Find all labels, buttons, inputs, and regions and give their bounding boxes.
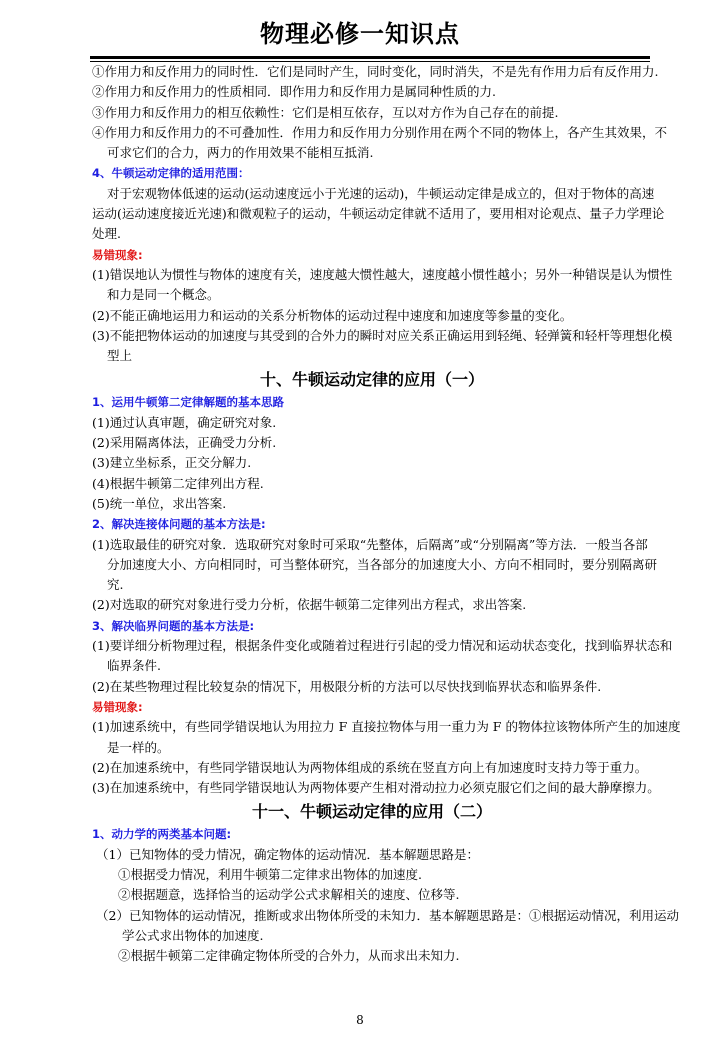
section-10-title: 十、牛顿运动定律的应用（一） <box>259 370 484 390</box>
method-line: (2)对选取的研究对象进行受力分析，依据牛顿第二定律列出方程式，求出答案. <box>92 597 527 613</box>
intro-line: ④作用力和反作用力的不可叠加性．作用力和反作用力分别作用在两个不同的物体上，各产生其效果，不 <box>92 124 668 140</box>
page-title: 物理必修一知识点 <box>260 20 460 48</box>
scope-line: 运动(运动速度接近光速)和微观粒子的运动，牛顿运动定律就不适用了，要用相对论观点、量子力学理论 <box>92 206 665 222</box>
pitfalls-heading: 易错现象: <box>92 699 143 714</box>
problem-line: （2）已知物体的运动情况，推断或求出物体所受的未知力．基本解题思路是：①根据运动情况，利用运动 <box>96 907 679 923</box>
method-line: (2)在某些物理过程比较复杂的情况下，用极限分析的方法可以尽快找到临界状态和临界条件. <box>92 678 602 694</box>
intro-line: ①作用力和反作用力的同时性．它们是同时产生，同时变化，同时消失，不是先有作用力后有反作用力. <box>92 64 659 79</box>
step-line: (5)统一单位，求出答案. <box>92 495 227 511</box>
pitfall-line: (3)不能把物体运动的加速度与其受到的合外力的瞬时对应关系正确运用到轻绳、轻弹簧和轻杆等理想化模 <box>92 327 673 343</box>
dynamics-problems-heading: 1、动力学的两类基本问题: <box>92 827 232 842</box>
pitfall-line: (2)不能正确地运用力和运动的关系分析物体的运动过程中速度和加速度等参量的变化。 <box>92 307 573 323</box>
intro-line: ③作用力和反作用力的相互依赖性：它们是相互依存，互以对方作为自己存在的前提. <box>92 104 559 120</box>
pitfall-line: (3)在加速系统中，有些同学错误地认为两物体要产生相对滑动拉力必须克服它们之间的最大静摩擦力。 <box>92 780 660 796</box>
problem-line: （1）已知物体的受力情况，确定物体的运动情况．基本解题思路是： <box>96 846 479 862</box>
step-line: (4)根据牛顿第二定律列出方程. <box>92 475 264 491</box>
pitfall-line: (2)在加速系统中，有些同学错误地认为两物体组成的系统在竖直方向上有加速度时支持力等于重力。 <box>92 759 648 775</box>
pitfall-line: 型上 <box>107 348 133 364</box>
method-line: 究. <box>107 577 124 593</box>
scope-heading: 4、牛顿运动定律的适用范围： <box>92 166 250 181</box>
problem-line: ②根据牛顿第二定律确定物体所受的合外力，从而求出未知力. <box>118 948 460 964</box>
connected-bodies-heading: 2、解决连接体问题的基本方法是: <box>92 517 266 532</box>
step-line: (3)建立坐标系，正交分解力. <box>92 455 252 471</box>
problem-line: ①根据受力情况，利用牛顿第二定律求出物体的加速度. <box>118 866 422 882</box>
pitfall-line: 和力是同一个概念。 <box>107 287 220 303</box>
basic-approach-heading: 1、运用牛顿第二定律解题的基本思路 <box>92 395 284 410</box>
step-line: (1)通过认真审题，确定研究对象. <box>92 414 277 430</box>
critical-problem-heading: 3、解决临界问题的基本方法是: <box>92 618 255 633</box>
pitfall-line: (1)错误地认为惯性与物体的速度有关，速度越大惯性越大，速度越小惯性越小；另外一种错误是认为惯性 <box>92 266 673 282</box>
problem-line: ②根据题意，选择恰当的运动学公式求解相关的速度、位移等. <box>118 887 460 903</box>
method-line: 分加速度大小、方向相同时，可当整体研究，当各部分的加速度大小、方向不相同时，要分别隔离研 <box>107 556 658 572</box>
pitfalls-heading: 易错现象: <box>92 247 143 262</box>
intro-line: ②作用力和反作用力的性质相同．即作用力和反作用力是属同种性质的力. <box>92 84 496 100</box>
scope-line: 对于宏观物体低速的运动(运动速度远小于光速的运动)，牛顿运动定律是成立的，但对于物体的高速 <box>107 185 655 201</box>
section-11-title: 十一、牛顿运动定律的应用（二） <box>251 802 492 822</box>
method-line: (1)选取最佳的研究对象．选取研究对象时可采取“先整体，后隔离”或“分别隔离”等方法．一般当各部 <box>92 536 648 552</box>
pitfall-line: 是一样的。 <box>107 739 170 755</box>
step-line: (2)采用隔离体法，正确受力分析. <box>92 435 277 451</box>
method-line: 临界条件. <box>107 658 161 674</box>
method-line: (1)要详细分析物理过程，根据条件变化或随着过程进行引起的受力情况和运动状态变化，找到临界状态和 <box>92 638 673 654</box>
pitfall-line: (1)加速系统中，有些同学错误地认为用拉力 F 直接拉物体与用一重力为 F 的物体拉该物体所产生的加速度 <box>92 719 681 735</box>
page-content <box>92 62 681 966</box>
page-number: 8 <box>356 1013 364 1027</box>
problem-line: 学公式求出物体的加速度. <box>122 927 264 943</box>
scope-line: 处理. <box>92 226 121 242</box>
intro-line: 可求它们的合力，两力的作用效果不能相互抵消. <box>107 145 374 161</box>
